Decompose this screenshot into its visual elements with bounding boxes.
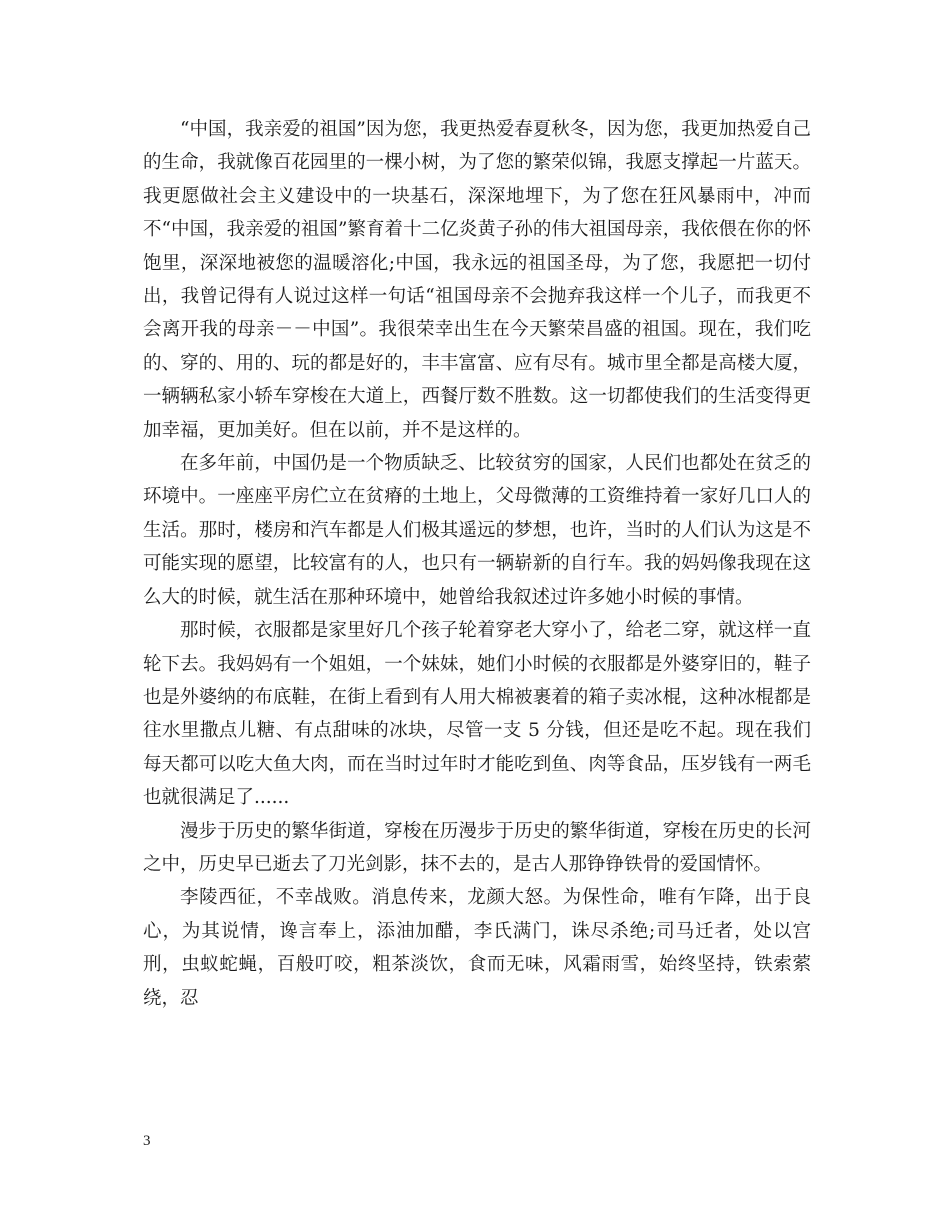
paragraph-5: 李陵西征，不幸战败。消息传来，龙颜大怒。为保性命，唯有乍降，出于良心，为其说情，谗言奉上，添油加醋，李氏满门，诛尽杀绝;司马迁者，处以宫刑，虫蚁蛇蝇，百般叮咬，粗茶淡饮，食而无味，风霜雨雪，始终坚持，铁索萦绕，忍 <box>143 887 811 1009</box>
paragraph-3: 那时候，衣服都是家里好几个孩子轮着穿老大穿小了，给老二穿，就这样一直轮下去。我妈妈有一个姐姐，一个妹妹，她们小时候的衣服都是外婆穿旧的，鞋子也是外婆纳的布底鞋，在街上看到有人用大棉被裹着的箱子卖冰棍，这种冰棍都是往水里撒点儿糖、有点甜味的冰块，尽管一支 5 分钱，但还是吃不起。现在我们每天都可以吃大鱼大肉，而在当时过年时才能吃到鱼、肉等食品，压岁钱有一两毛也就很满足了...... <box>143 620 811 809</box>
paragraph-2: 在多年前，中国仍是一个物质缺乏、比较贫穷的国家，人民们也都处在贫乏的环境中。一座座平房伫立在贫瘠的土地上，父母微薄的工资维持着一家好几口人的生活。那时，楼房和汽车都是人们极其遥远的梦想，也许，当时的人们认为这是不可能实现的愿望，比较富有的人，也只有一辆崭新的自行车。我的妈妈像我现在这么大的时候，就生活在那种环境中，她曾给我叙述过许多她小时候的事情。 <box>143 453 811 608</box>
body-text <box>143 113 811 1015</box>
paragraph-4: 漫步于历史的繁华街道，穿梭在历漫步于历史的繁华街道，穿梭在历史的长河之中，历史早已逝去了刀光剑影，抹不去的，是古人那铮铮铁骨的爱国情怀。 <box>143 820 811 875</box>
paragraph-1: “中国，我亲爱的祖国”因为您，我更热爱春夏秋冬，因为您，我更加热爱自己的生命，我就像百花园里的一棵小树，为了您的繁荣似锦，我愿支撑起一片蓝天。我更愿做社会主义建设中的一块基石，深深地埋下，为了您在狂风暴雨中，冲而不“中国，我亲爱的祖国”繁育着十二亿炎黄子孙的伟大祖国母亲，我依偎在你的怀饱里，深深地被您的温暖溶化;中国，我永远的祖国圣母，为了您，我愿把一切付出，我曾记得有人说过这样一句话“祖国母亲不会抛弃我这样一个儿子，而我更不会离开我的母亲－－中国”。我很荣幸出生在今天繁荣昌盛的祖国。现在，我们吃的、穿的、用的、玩的都是好的，丰丰富富、应有尽有。城市里全都是高楼大厦，一辆辆私家小轿车穿梭在大道上，西餐厅数不胜数。这一切都使我们的生活变得更加幸福，更加美好。但在以前，并不是这样的。 <box>143 119 811 441</box>
page-number: 3 <box>143 1133 151 1149</box>
